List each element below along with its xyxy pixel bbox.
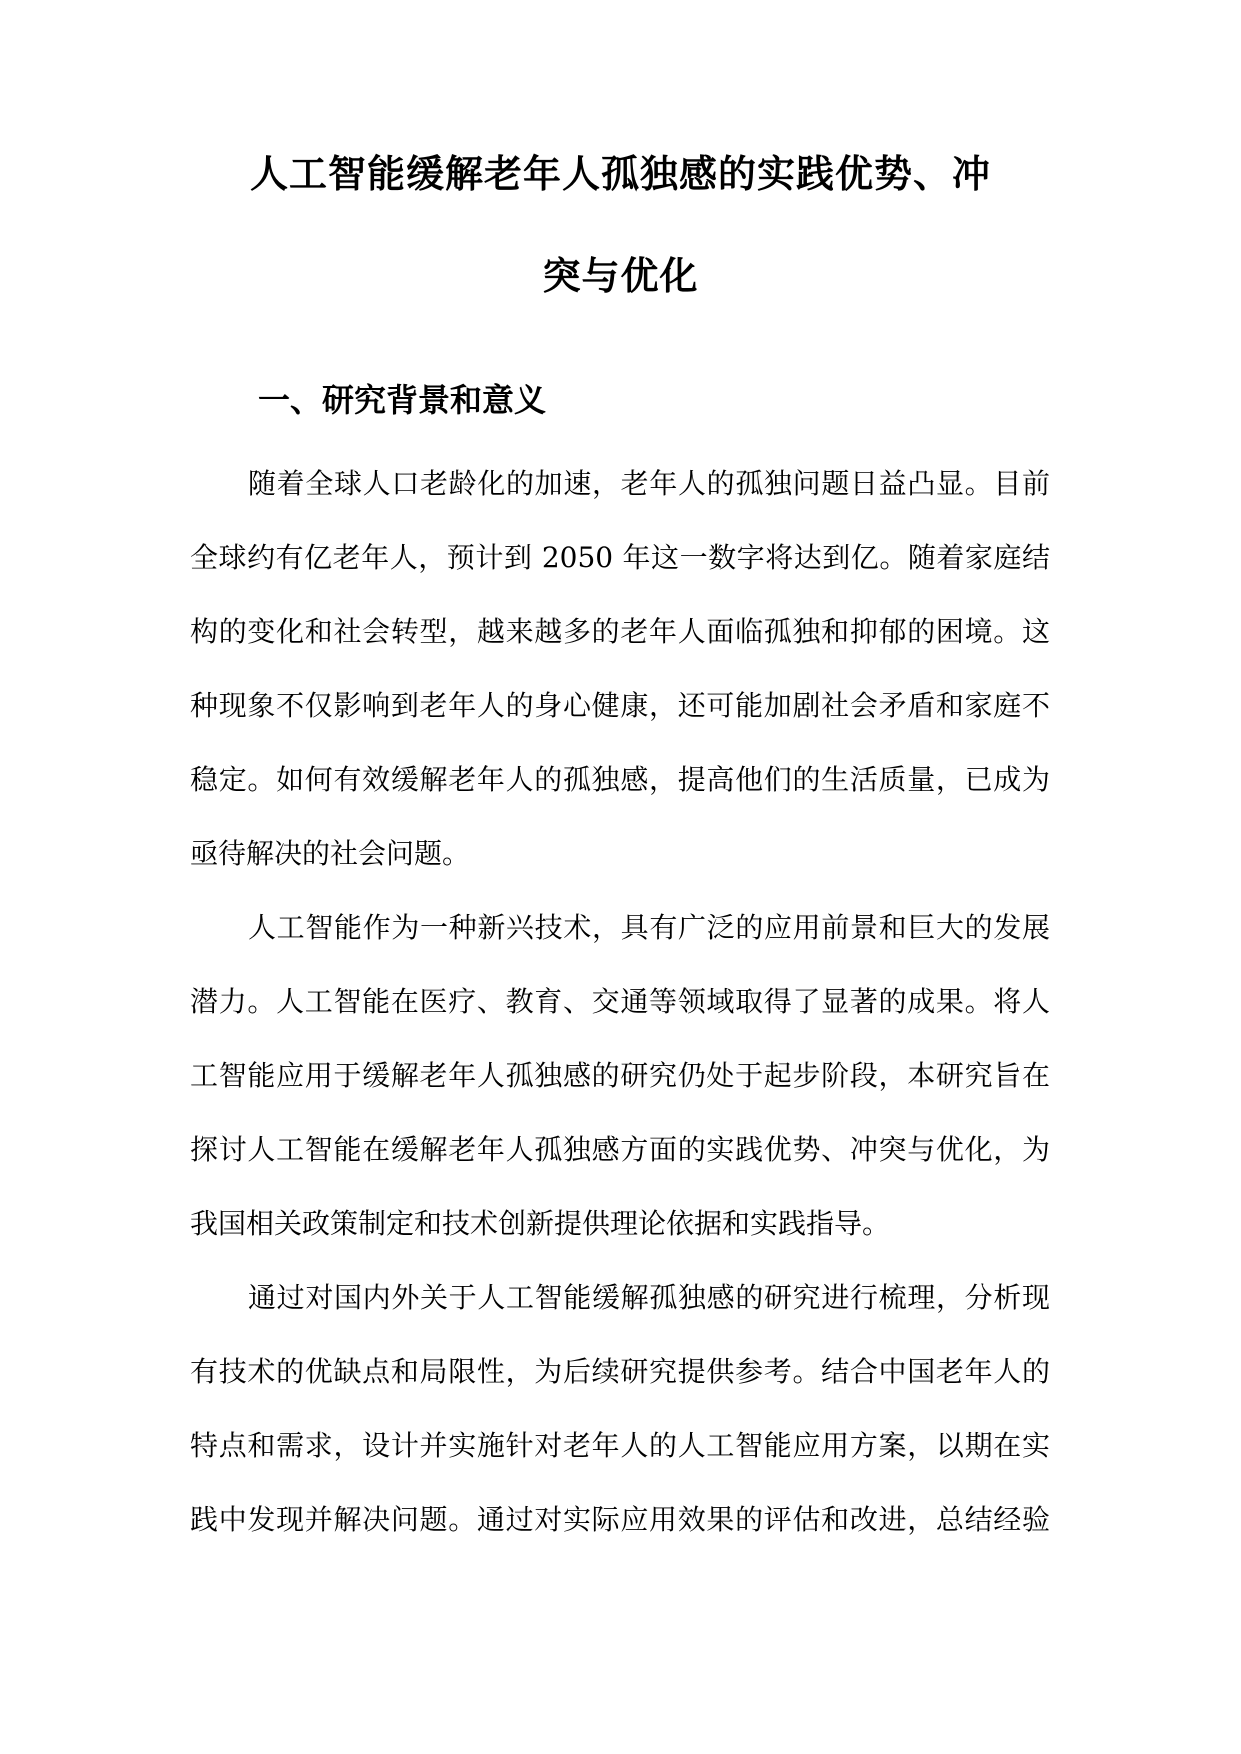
paragraph-2-line-2: 潜力。人工智能在医疗、教育、交通等领域取得了显著的成果。将人: [190, 985, 1050, 1018]
paragraph-1-line-1: 随着全球人口老龄化的加速，老年人的孤独问题日益凸显。目前: [248, 467, 1050, 500]
paragraph-2-line-4: 探讨人工智能在缓解老年人孤独感方面的实践优势、冲突与优化，为: [190, 1133, 1050, 1166]
paragraph-3-line-2: 有技术的优缺点和局限性，为后续研究提供参考。结合中国老年人的: [190, 1355, 1050, 1388]
paragraph-2-line-1: 人工智能作为一种新兴技术，具有广泛的应用前景和巨大的发展: [248, 911, 1050, 944]
document-title-line-2: 突与优化: [542, 254, 699, 298]
paragraph-3-line-3: 特点和需求，设计并实施针对老年人的人工智能应用方案，以期在实: [190, 1429, 1050, 1462]
paragraph-1-line-4: 种现象不仅影响到老年人的身心健康，还可能加剧社会矛盾和家庭不: [190, 689, 1050, 722]
paragraph-1-line-3: 构的变化和社会转型，越来越多的老年人面临孤独和抑郁的困境。这: [190, 615, 1050, 648]
section-heading: 一、研究背景和意义: [258, 381, 547, 419]
paragraph-1-line-5: 稳定。如何有效缓解老年人的孤独感，提高他们的生活质量，已成为: [190, 763, 1050, 796]
document-title-line-1: 人工智能缓解老年人孤独感的实践优势、冲: [249, 152, 991, 196]
paragraph-3-line-1: 通过对国内外关于人工智能缓解孤独感的研究进行梳理，分析现: [248, 1281, 1050, 1314]
paragraph-1-line-6: 亟待解决的社会问题。: [190, 837, 471, 870]
paragraph-1-line-2: 全球约有亿老年人，预计到 2050 年这一数字将达到亿。随着家庭结: [190, 541, 1050, 574]
paragraph-3-line-4: 践中发现并解决问题。通过对实际应用效果的评估和改进，总结经验: [190, 1503, 1050, 1536]
paragraph-2-line-3: 工智能应用于缓解老年人孤独感的研究仍处于起步阶段，本研究旨在: [190, 1059, 1050, 1092]
paragraph-2-line-5: 我国相关政策制定和技术创新提供理论依据和实践指导。: [190, 1207, 891, 1240]
